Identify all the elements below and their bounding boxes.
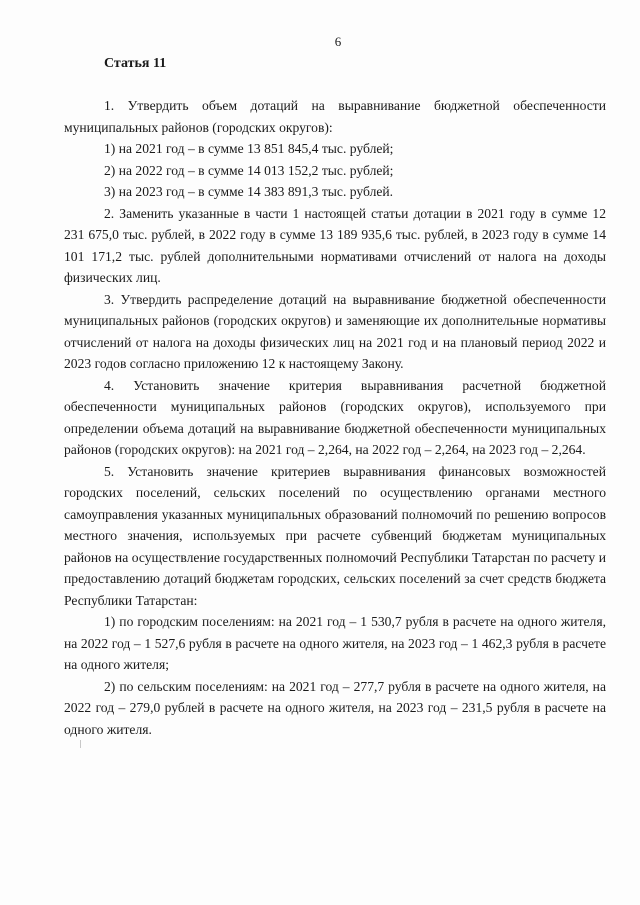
paragraph-5-item-1: 1) по городским поселениям: на 2021 год – 1 530,7 рубля в расчете на одного жителя, на 2022 год – 1 527,6 рубля в расчете на одного жителя, на 2023 год – 1 462,3 рубля в расчете на одного жителя; (64, 614, 606, 672)
scan-artifact (80, 740, 81, 748)
page-number: 6 (334, 34, 342, 49)
paragraph-2: 2. Заменить указанные в части 1 настоящей статьи дотации в 2021 году в сумме 12 231 675,0 тыс. рублей, в 2022 году в сумме 13 189 935,6 тыс. рублей, в 2023 году в сумме 14 101 171,2 тыс. рублей дополнительными нормативами отчислений от налога на доходы физических лиц. (64, 205, 606, 285)
paragraph-3: 3. Утвердить распределение дотаций на выравнивание бюджетной обеспеченности муниципальных районов (городских округов) и заменяющие их дополнительные нормативы отчислений от налога на доходы физических лиц на 2021 год и на плановый период 2022 и 2023 годов согласно приложению 12 к настоящему Закону. (64, 291, 606, 371)
document-body (64, 95, 606, 740)
paragraph-1-item-3: 3) на 2023 год – в сумме 14 383 891,3 тыс. рублей. (104, 184, 394, 199)
paragraph-5: 5. Установить значение критериев выравнивания финансовых возможностей городских поселений, сельских поселений по осуществлению органами местного самоуправления указанных муниципальных образований полномочий по решению вопросов местного значения, используемых при расчете субвенций бюджетам муниципальных районов на осуществление государственных полномочий Республики Татарстан по расчету и предоставлению дотаций бюджетам городских, сельских поселений за счет средств бюджета Республики Татарстан: (64, 463, 606, 608)
paragraph-1: 1. Утвердить объем дотаций на выравнивание бюджетной обеспеченности муниципальных районов (городских округов): (64, 98, 606, 135)
paragraph-1-item-2: 2) на 2022 год – в сумме 14 013 152,2 тыс. рублей; (104, 162, 394, 178)
article-title: Статья 11 (104, 56, 167, 71)
paragraph-4: 4. Установить значение критерия выравнивания расчетной бюджетной обеспеченности муниципальных районов (городских округов), используемого при определении объема дотаций на выравнивание бюджетной обеспеченности муниципальных районов (городских округов): на 2021 год – 2,264, на 2022 год – 2,264, на 2023 год – 2,264. (64, 377, 606, 457)
paragraph-1-item-1: 1) на 2021 год – в сумме 13 851 845,4 тыс. рублей; (104, 141, 394, 156)
paragraph-5-item-2: 2) по сельским поселениям: на 2021 год – 277,7 рубля в расчете на одного жителя, на 2022 год – 279,0 рублей в расчете на одного жителя, на 2023 год – 231,5 рубля в расчете на одного жителя. (64, 678, 606, 737)
